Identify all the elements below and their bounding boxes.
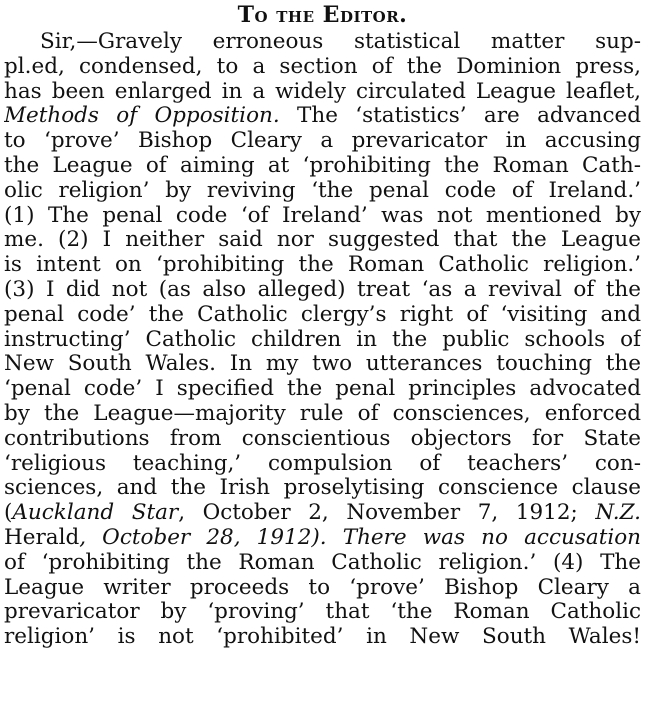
- text-line: (Auckland Star, October 2, November 7, 1912; N.Z.: [4, 501, 641, 526]
- text-line: prevaricator by ‘proving’ that ‘the Roman Catholic: [4, 600, 641, 625]
- text-line: ‘religious teaching,’ compulsion of teachers’ con-: [4, 451, 641, 476]
- letter-heading: To the Editor.: [237, 2, 408, 28]
- text-line: New South Wales. In my two utterances touching the: [4, 352, 641, 377]
- text-line: pl.ed, condensed, to a section of the Dominion press,: [4, 54, 641, 79]
- text-line: Methods of Opposition. The ‘statistics’ are advanced: [4, 104, 641, 129]
- text-line: Sir,—Gravely erroneous statistical matter sup-: [40, 30, 641, 54]
- text-line: is intent on ‘prohibiting the Roman Catholic religion.’: [4, 253, 641, 278]
- text-line: contributions from conscientious objectors for State: [4, 426, 641, 451]
- text-line: ‘penal code’ I specified the penal principles advocated: [4, 377, 641, 402]
- text-line: League writer proceeds to ‘prove’ Bishop Cleary a: [4, 575, 641, 600]
- text-line: sciences, and the Irish proselytising conscience clause: [4, 476, 641, 501]
- text-line: penal code’ the Catholic clergy’s right of ‘visiting and: [4, 302, 641, 327]
- text-line: (3) I did not (as also alleged) treat ‘as a revival of the: [4, 277, 641, 302]
- text-line: religion’ is not ‘prohibited’ in New South Wales!: [4, 625, 641, 650]
- text-line: olic religion’ by reviving ‘the penal code of Ireland.’: [4, 178, 641, 203]
- text-line: by the League—majority rule of consciences, enforced: [4, 401, 641, 426]
- text-line: the League of aiming at ‘prohibiting the Roman Cath-: [4, 153, 641, 178]
- text-line: (1) The penal code ‘of Ireland’ was not mentioned by: [4, 203, 641, 228]
- letter-body: [4, 30, 641, 650]
- text-line: of ‘prohibiting the Roman Catholic religion.’ (4) The: [4, 550, 641, 575]
- text-line: me. (2) I neither said nor suggested that the League: [4, 228, 641, 253]
- text-line: to ‘prove’ Bishop Cleary a prevaricator in accusing: [4, 129, 641, 154]
- text-line: has been enlarged in a widely circulated League leaflet,: [4, 79, 641, 104]
- text-line: Herald, October 28, 1912). There was no accusation: [4, 525, 641, 550]
- text-line: instructing’ Catholic children in the public schools of: [4, 327, 641, 352]
